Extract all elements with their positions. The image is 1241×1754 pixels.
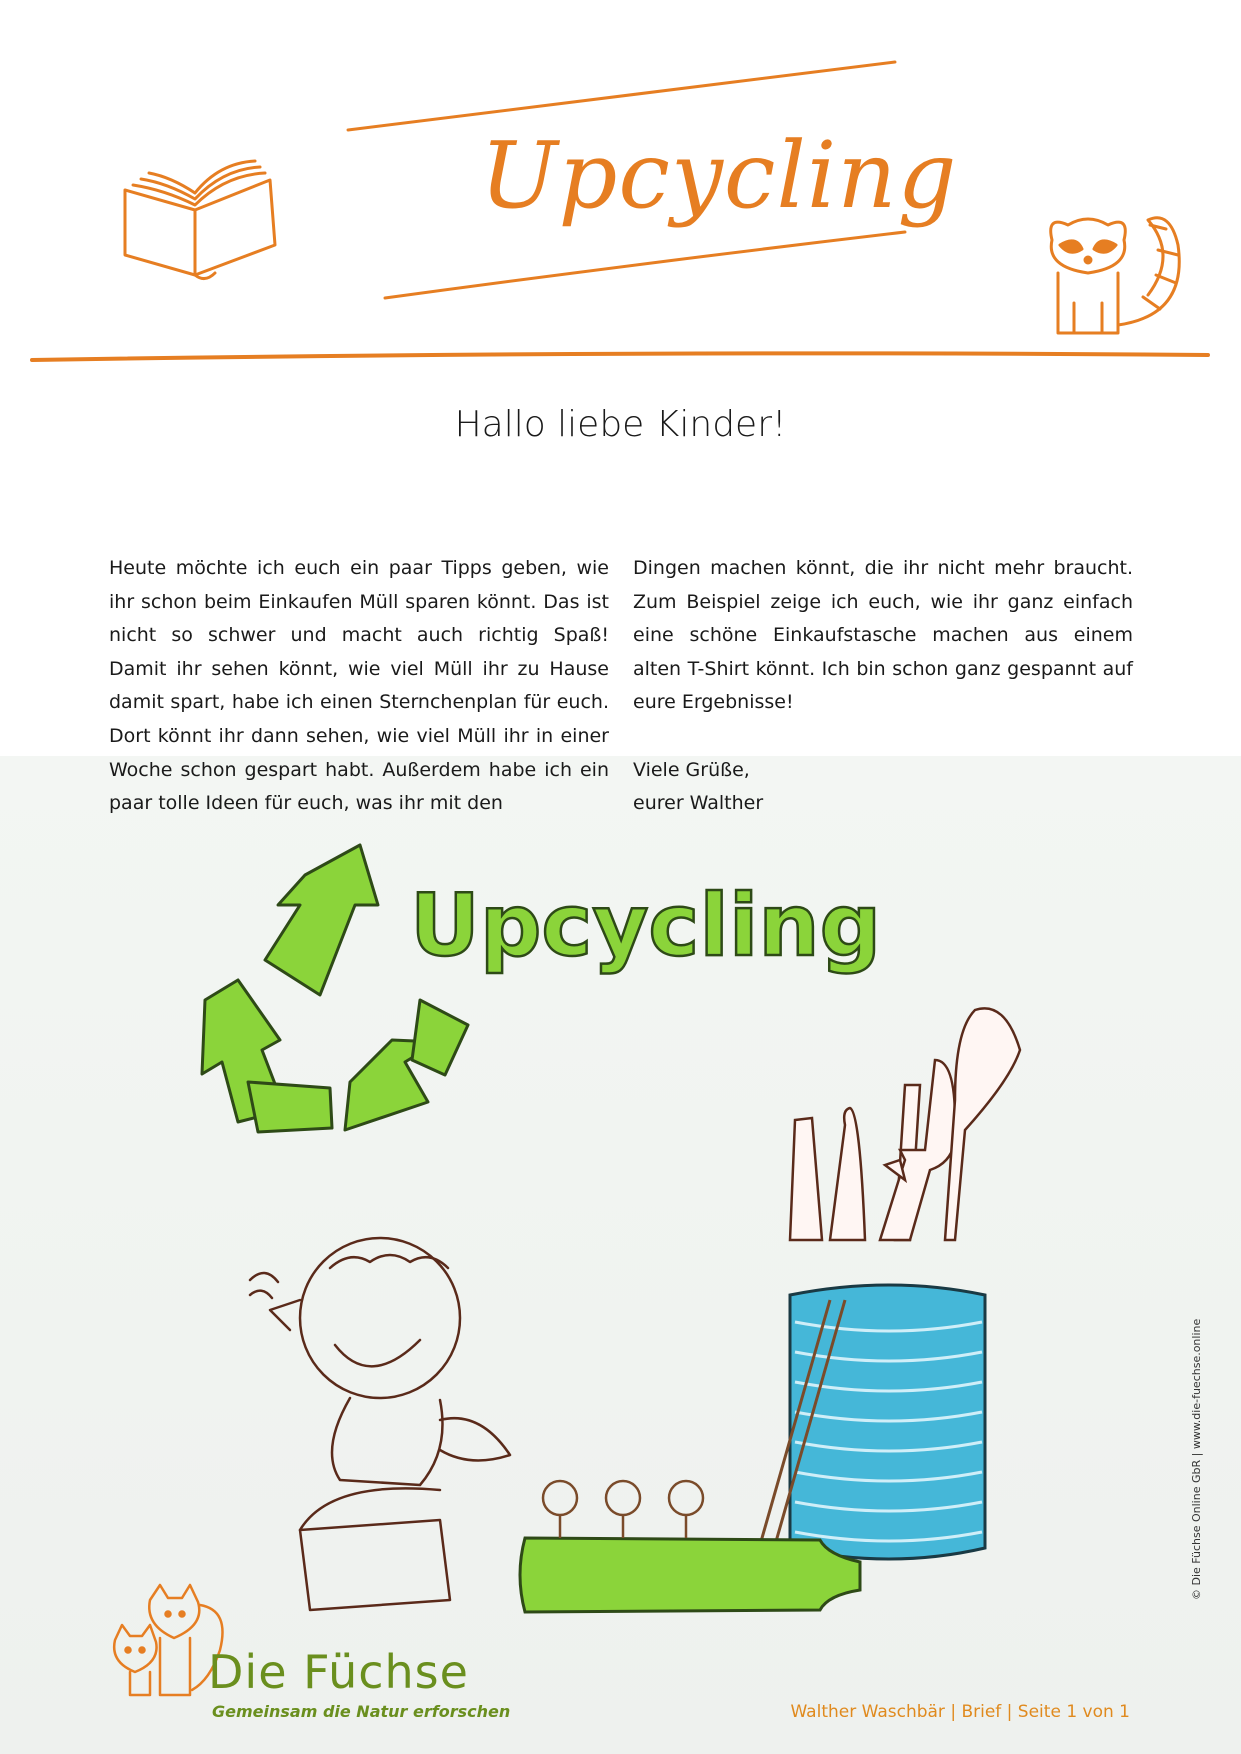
- signature-text: eurer Walther: [633, 792, 764, 815]
- header-line-top: [348, 62, 895, 130]
- page-title: Upcycling: [480, 122, 958, 229]
- closing-text: Viele Grüße,: [633, 758, 750, 781]
- letter-closing: [633, 754, 1133, 821]
- letter-paragraph: Heute möchte ich euch ein paar Tipps geben, wie ihr schon beim Einkaufen Müll sparen könnt. Das ist nicht so schwer und macht auch richtig Spaß! Damit ihr sehen könnt, wie viel Müll ihr zu Hause damit spart, habe ich einen Sternchenplan für euch. Dort könnt ihr dann sehen, wie viel Müll ihr in einer Woche schon gespart habt. Außerdem habe ich ein paar tolle Ideen für euch, was ihr mit den: [109, 557, 609, 815]
- letter-greeting: Hallo liebe Kinder!: [454, 404, 787, 445]
- letter-column-right: [633, 552, 1133, 821]
- letter-paragraph: Dingen machen könnt, die ihr nicht mehr braucht. Zum Beispiel zeige ich euch, wie ihr ganz einfach eine schöne Einkaufstasche machen aus einem alten T-Shirt könnt. Ich bin schon ganz gespannt auf eure Ergebnisse!: [633, 557, 1133, 714]
- header-divider: [32, 353, 1208, 360]
- child-sketch-icon: [250, 1238, 510, 1610]
- letter-column-left: [109, 552, 609, 821]
- tools-icon: [790, 1008, 1020, 1240]
- can-icon: [760, 1285, 985, 1559]
- page-footer: Walther Waschbär | Brief | Seite 1 von 1: [790, 1702, 1130, 1722]
- copyright-notice: © Die Füchse Online GbR | www.die-fuechse.online: [1190, 1318, 1203, 1600]
- brand-tagline: Gemeinsam die Natur erforschen: [212, 1702, 511, 1721]
- upcycling-illustration: [0, 820, 1241, 1620]
- raccoon-icon: [1038, 205, 1213, 340]
- illustration-title: Upcycling: [410, 876, 882, 976]
- brand-name: Die Füchse: [208, 1645, 469, 1699]
- book-icon: [115, 155, 290, 285]
- header-line-bottom: [385, 232, 905, 298]
